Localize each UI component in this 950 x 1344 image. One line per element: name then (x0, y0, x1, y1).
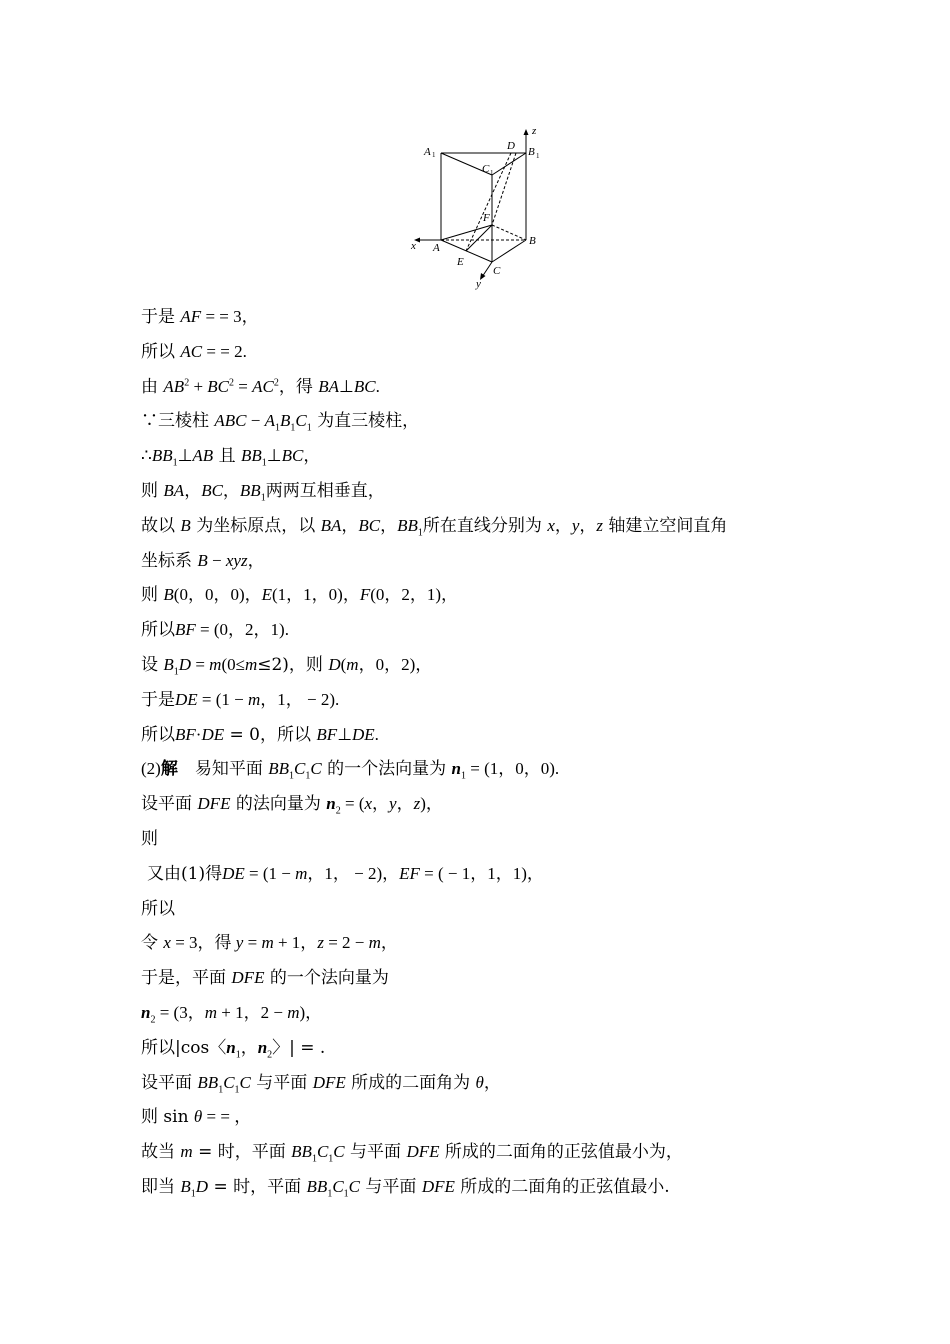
math: BB (197, 1072, 219, 1092)
math: C (223, 1072, 235, 1092)
math: = (3， (155, 1002, 205, 1022)
math: 2 (335, 805, 341, 817)
math: 2 (229, 376, 235, 388)
math: = 2 − (323, 933, 369, 953)
text: 的一个法向量为 (264, 968, 389, 989)
math: xyz (225, 550, 248, 570)
label-b1: B (528, 146, 535, 158)
text: 的法向量为 (230, 794, 327, 815)
text: 两两互相垂直， (265, 480, 385, 501)
math: BB (241, 446, 262, 466)
vector: n (451, 759, 461, 779)
math: B (180, 1176, 191, 1196)
text: 设平面 (141, 1072, 198, 1093)
text: ， (380, 515, 398, 536)
math: BA (318, 376, 340, 396)
text-line (141, 822, 821, 857)
text: ∴ (141, 446, 152, 467)
text: ∵三棱柱 (141, 411, 215, 432)
text-line (141, 613, 821, 648)
math: AC (252, 376, 274, 396)
math: )， (420, 794, 443, 814)
vector: n (326, 794, 336, 814)
label-d: D (507, 140, 515, 152)
math: = (191, 654, 210, 674)
text: ， (247, 550, 265, 571)
math: = (1 − (197, 689, 249, 709)
math: AB (192, 446, 214, 466)
label-x: x (411, 240, 416, 252)
math: θ (193, 1107, 203, 1127)
text: = = 2. (202, 341, 247, 361)
label-b1-sub: 1 (536, 152, 540, 160)
math: m (248, 689, 261, 709)
math: BB (306, 1176, 328, 1196)
math: 1 (311, 1153, 317, 1165)
text-line (141, 404, 821, 439)
text: ，得 (278, 376, 319, 397)
prism-diagram (408, 122, 556, 294)
text-line (141, 1066, 821, 1101)
math: 1 (173, 666, 179, 678)
text: ， (483, 1072, 501, 1093)
math: + (189, 376, 208, 396)
text: 所以 (141, 341, 181, 362)
segment-d-f (492, 153, 516, 225)
text-line (141, 683, 821, 718)
math: DE (175, 689, 198, 709)
text: 故当 (141, 1142, 181, 1163)
math: F (359, 585, 371, 605)
text: ， (579, 515, 597, 536)
text: 所成的二面角为 (345, 1072, 476, 1093)
text: ， (341, 515, 359, 536)
math: 1 (460, 770, 466, 782)
math: D (178, 654, 192, 674)
label-f: F (483, 212, 490, 224)
math: x (163, 933, 171, 953)
math: y (571, 515, 580, 535)
text: 则 (141, 828, 158, 849)
z-arrow-icon (524, 129, 529, 135)
text: 所在直线分别为 (422, 515, 548, 536)
part-number: (2) (141, 759, 161, 779)
math: = 3，得 (170, 933, 236, 953)
math: BA (320, 515, 342, 535)
vector: n (141, 1002, 151, 1022)
math: z (413, 794, 421, 814)
label-c1-sub: 1 (490, 169, 494, 177)
math: 1 (328, 1153, 334, 1165)
text: 所成的二面角的正弦值最小. (454, 1176, 670, 1197)
math: ⊥ (337, 724, 352, 744)
vector: n (257, 1037, 268, 1057)
text: ， (184, 480, 202, 501)
math: BB (151, 446, 173, 466)
text-line (141, 996, 821, 1031)
label-a1: A (424, 146, 431, 158)
text: 则 (141, 585, 164, 606)
math: B (180, 515, 191, 535)
math: 1 (327, 1188, 333, 1200)
math: B (197, 550, 208, 570)
label-z: z (532, 125, 537, 137)
math: 2 (150, 1014, 156, 1026)
text: 所以 (141, 620, 175, 641)
text: 且 (213, 446, 242, 467)
text: 设 (141, 654, 164, 675)
vector: n (226, 1037, 236, 1057)
math: − (246, 411, 265, 431)
text: ， (222, 480, 240, 501)
math: − (207, 550, 226, 570)
text: ， (554, 515, 572, 536)
text: 于是，平面 (141, 968, 232, 989)
math: BF (175, 724, 196, 744)
math: z (317, 933, 324, 953)
math: )， (299, 1002, 323, 1022)
text: 则 (141, 480, 164, 501)
math: m (209, 654, 222, 674)
text-line (141, 1170, 821, 1205)
math: BF (316, 724, 338, 744)
math: B (280, 411, 291, 431)
text: 所以 (141, 724, 175, 745)
math: + 1， (273, 933, 318, 953)
math: 2 (184, 376, 190, 388)
math: x (364, 794, 373, 814)
math: D (195, 1176, 209, 1196)
math: ⊥ (266, 446, 282, 466)
label-a: A (433, 242, 440, 254)
segment-f-b (492, 225, 526, 240)
math: EF (399, 863, 420, 883)
text: 与平面 (250, 1072, 313, 1093)
math: B (163, 585, 174, 605)
label-b: B (529, 235, 536, 247)
math: . (374, 724, 379, 744)
label-e: E (457, 256, 464, 268)
text: ， (372, 794, 390, 815)
math: AB (163, 376, 185, 396)
math: 1 (417, 527, 423, 539)
math: = ( − 1，1，1)， (419, 863, 544, 883)
label-c1: C (482, 163, 490, 175)
text: 为直三棱柱， (311, 411, 420, 432)
math: BC (201, 480, 223, 500)
math: = ( (340, 794, 365, 814)
math: 2 (273, 376, 279, 388)
math: BB (291, 1142, 312, 1162)
math: C (348, 1176, 361, 1196)
math: y (389, 794, 397, 814)
text: 又由(1)得 (147, 863, 223, 884)
math: m (295, 863, 308, 883)
math: DE (222, 863, 245, 883)
math: DE (352, 724, 375, 744)
math: (0，2，1)， (370, 585, 459, 605)
text-line (141, 1100, 821, 1135)
math: BB (239, 480, 261, 500)
math: ，0，2)， (358, 654, 433, 674)
math: m (244, 654, 258, 674)
math: 1 (260, 492, 266, 504)
math: (0≤ (221, 654, 245, 674)
text: 故以 (141, 515, 181, 536)
text: 轴建立空间直角 (603, 515, 728, 536)
text-line (141, 892, 821, 927)
math: m (346, 654, 359, 674)
text: ≤2)，则 (257, 654, 329, 675)
label-c: C (493, 265, 501, 277)
prism-figure (408, 122, 556, 294)
label-y: y (476, 278, 481, 290)
text: 与平面 (344, 1142, 407, 1163)
text: 由 (141, 376, 164, 397)
text: 设平面 (141, 794, 198, 815)
text-line (141, 1135, 821, 1170)
text-line (141, 544, 821, 579)
math: (1，1，0)， (272, 585, 360, 605)
edge-c-b (492, 240, 526, 262)
math: = (1，0，0). (465, 759, 560, 779)
text: = 时，平面 (192, 1142, 292, 1163)
math: 1 (172, 457, 178, 469)
math: BC (358, 515, 381, 535)
math: y (235, 933, 244, 953)
text: 于是 (141, 307, 181, 327)
math: DFE (312, 1072, 346, 1092)
edge-c1-b1 (492, 153, 526, 175)
text: 坐标系 (141, 550, 198, 571)
math: 1 (234, 1083, 240, 1095)
text-line (141, 439, 821, 474)
text: 为坐标原点，以 (190, 515, 321, 536)
math: m (368, 933, 381, 953)
math: + 1，2 − (217, 1002, 288, 1022)
math: 1 (289, 770, 295, 782)
math: C (295, 411, 307, 431)
math: AF (180, 307, 202, 326)
math: 1 (190, 1188, 196, 1200)
text: 所以|cos〈 (141, 1037, 227, 1058)
math: = (234, 376, 253, 396)
math: 1 (305, 770, 311, 782)
text-line (141, 648, 821, 683)
text-line (141, 300, 821, 335)
math: 1 (343, 1188, 349, 1200)
math: 1 (261, 457, 267, 469)
math: ⊥ (177, 446, 193, 466)
text: 则 sin (141, 1107, 194, 1128)
math: BF (175, 620, 196, 640)
text: 的一个法向量为 (321, 759, 452, 780)
solution-label: 解 (160, 759, 178, 780)
text: 于是 (141, 689, 175, 710)
text: = 0，所以 (224, 724, 317, 745)
text-line (141, 370, 821, 405)
math: m (287, 1002, 300, 1022)
math: BC (207, 376, 230, 396)
math: 1 (290, 422, 296, 434)
text-line (141, 787, 821, 822)
text-line (141, 335, 821, 370)
math: 1 (275, 422, 280, 434)
math: ( (340, 654, 347, 674)
math: ⊥ (339, 376, 354, 396)
text-line (141, 752, 821, 787)
text: = = 3， (201, 307, 259, 326)
math: C (310, 759, 322, 779)
text-line (141, 857, 821, 892)
math: . (375, 376, 380, 396)
math: DFE (421, 1176, 455, 1196)
math: 2 (267, 1049, 273, 1061)
text: ， (396, 794, 414, 815)
text-line (141, 1031, 821, 1066)
math: (0，0，0)， (173, 585, 262, 605)
text: 〉| = . (272, 1037, 326, 1058)
math: θ (475, 1072, 484, 1092)
math: = = ， (202, 1107, 252, 1127)
text: 与平面 (360, 1176, 422, 1197)
math: ，1， − 2)， (307, 863, 400, 883)
math: · (195, 724, 202, 744)
math: C (316, 1142, 329, 1162)
text: ， (303, 446, 321, 467)
text: 即当 (141, 1176, 181, 1197)
math: C (239, 1072, 251, 1092)
text: = 时，平面 (208, 1176, 307, 1197)
math: E (261, 585, 273, 605)
math: ABC (214, 411, 247, 431)
text: ， (240, 1037, 258, 1058)
text: 所成的二面角的正弦值最小为， (439, 1142, 683, 1163)
math: C (332, 1176, 344, 1196)
math: BC (281, 446, 304, 466)
text: 所以 (141, 898, 175, 919)
math: BB (268, 759, 290, 779)
text-line (141, 578, 821, 613)
text-line (141, 474, 821, 509)
label-a1-sub: 1 (432, 151, 436, 159)
math: B (163, 654, 174, 674)
math: m (204, 1002, 217, 1022)
math: = (1 − (244, 863, 296, 883)
math: m (261, 933, 274, 953)
math: x (547, 515, 555, 535)
text: 令 (141, 933, 164, 954)
math: 1 (218, 1083, 224, 1095)
math: D (328, 654, 341, 674)
math: z (596, 515, 604, 535)
math: AC (180, 341, 203, 361)
text-line (141, 509, 821, 544)
math: = (0，2，1). (195, 620, 289, 640)
math: BC (353, 376, 376, 396)
math: 1 (306, 422, 312, 434)
math: 1 (235, 1049, 241, 1061)
math: DE (201, 724, 225, 744)
text-line (141, 718, 821, 753)
math: = (243, 933, 262, 953)
math: DFE (406, 1142, 440, 1162)
math: ，1， − 2). (260, 689, 340, 709)
text: 易知平面 (177, 759, 269, 780)
text-line (141, 926, 821, 961)
math: C (333, 1142, 345, 1162)
text: ， (380, 933, 398, 954)
text-line (141, 961, 821, 996)
math: DFE (231, 968, 265, 988)
math: DFE (197, 794, 231, 814)
math: BA (163, 480, 185, 500)
math: m (180, 1142, 193, 1162)
math: C (294, 759, 306, 779)
solution-text (141, 300, 821, 1205)
math: A (264, 411, 275, 431)
math: BB (397, 515, 418, 535)
